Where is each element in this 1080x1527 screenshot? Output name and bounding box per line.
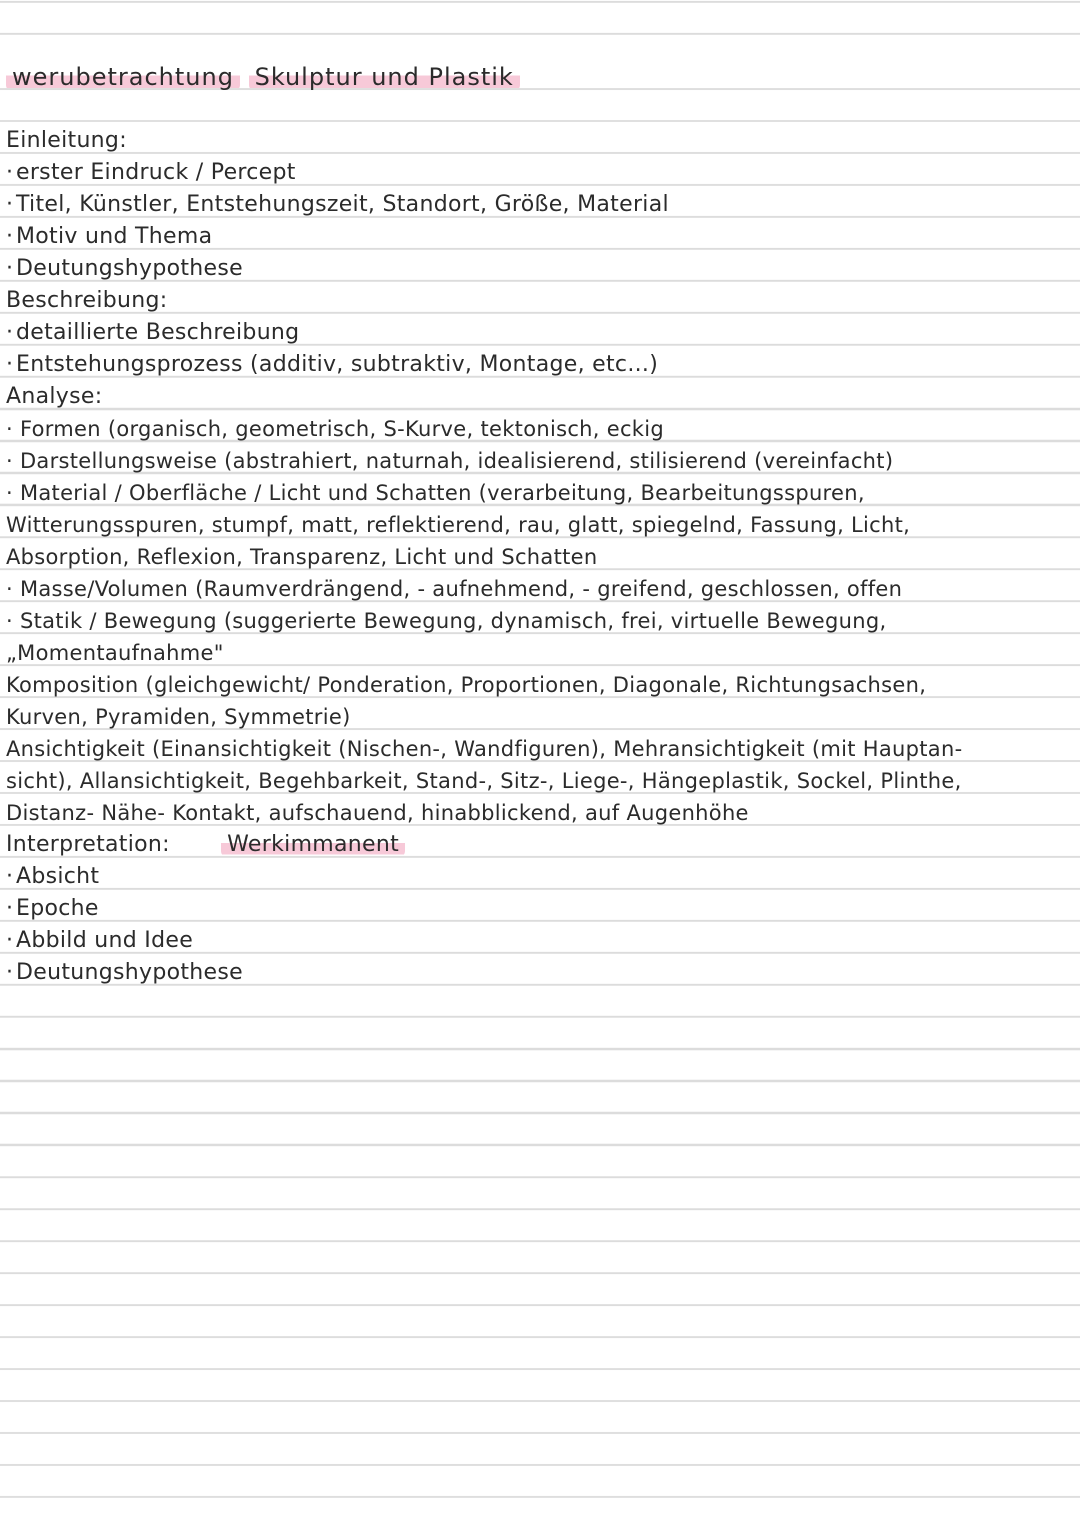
section-heading-interpretation (0, 828, 1080, 860)
interpretation-highlight: Werkimmanent (221, 832, 405, 857)
analyse-line: Kurven, Pyramiden, Symmetrie) (6, 705, 351, 729)
section-heading-beschreibung: Beschreibung: (6, 288, 168, 313)
list-item: · erster Eindruck / Percept (0, 156, 1080, 188)
analyse-line: sicht), Allansichtigkeit, Begehbarkeit, Stand-, Sitz-, Liege-, Hängeplastik, Sockel, Plinthe, (6, 769, 962, 793)
analyse-line: · Darstellungsweise (abstrahiert, naturnah, idealisierend, stilisierend (vereinfacht) (6, 449, 894, 473)
list-item: · Deutungshypothese (0, 252, 1080, 284)
notes-content (0, 60, 1080, 988)
title-part1: werubetrachtung (6, 63, 240, 91)
list-item: · Motiv und Thema (0, 220, 1080, 252)
title-part2: Skulptur und Plastik (249, 63, 520, 91)
analyse-line: · Material / Oberfläche / Licht und Schatten (verarbeitung, Bearbeitungsspuren, (6, 481, 865, 505)
analyse-line: Komposition (gleichgewicht/ Ponderation, Proportionen, Diagonale, Richtungsachsen, (6, 673, 927, 697)
page-title (0, 60, 1080, 92)
list-item: · Deutungshypothese (0, 956, 1080, 988)
analyse-line: Ansichtigkeit (Einansichtigkeit (Nischen-, Wandfiguren), Mehransichtigkeit (mit Hauptan- (6, 737, 963, 761)
list-item: · Absicht (0, 860, 1080, 892)
analyse-line: Distanz- Nähe- Kontakt, aufschauend, hinabblickend, auf Augenhöhe (6, 801, 749, 825)
interpretation-heading-text: Interpretation: (6, 832, 170, 857)
analyse-line: Absorption, Reflexion, Transparenz, Licht und Schatten (6, 545, 598, 569)
analyse-line: · Formen (organisch, geometrisch, S-Kurve, tektonisch, eckig (6, 417, 665, 441)
analyse-line: „Momentaufnahme" (6, 641, 224, 665)
spacer (0, 92, 1080, 124)
section-heading-analyse: Analyse: (6, 384, 103, 409)
list-item: · Titel, Künstler, Entstehungszeit, Standort, Größe, Material (0, 188, 1080, 220)
analyse-line: · Statik / Bewegung (suggerierte Bewegung, dynamisch, frei, virtuelle Bewegung, (6, 609, 887, 633)
list-item: · Entstehungsprozess (additiv, subtraktiv, Montage, etc...) (0, 348, 1080, 380)
list-item: · detaillierte Beschreibung (0, 316, 1080, 348)
analyse-line: · Masse/Volumen (Raumverdrängend, - aufnehmend, - greifend, geschlossen, offen (6, 577, 903, 601)
analyse-line: Witterungsspuren, stumpf, matt, reflektierend, rau, glatt, spiegelnd, Fassung, Licht, (6, 513, 911, 537)
list-item: · Epoche (0, 892, 1080, 924)
list-item: · Abbild und Idee (0, 924, 1080, 956)
section-heading-einleitung: Einleitung: (6, 128, 127, 153)
